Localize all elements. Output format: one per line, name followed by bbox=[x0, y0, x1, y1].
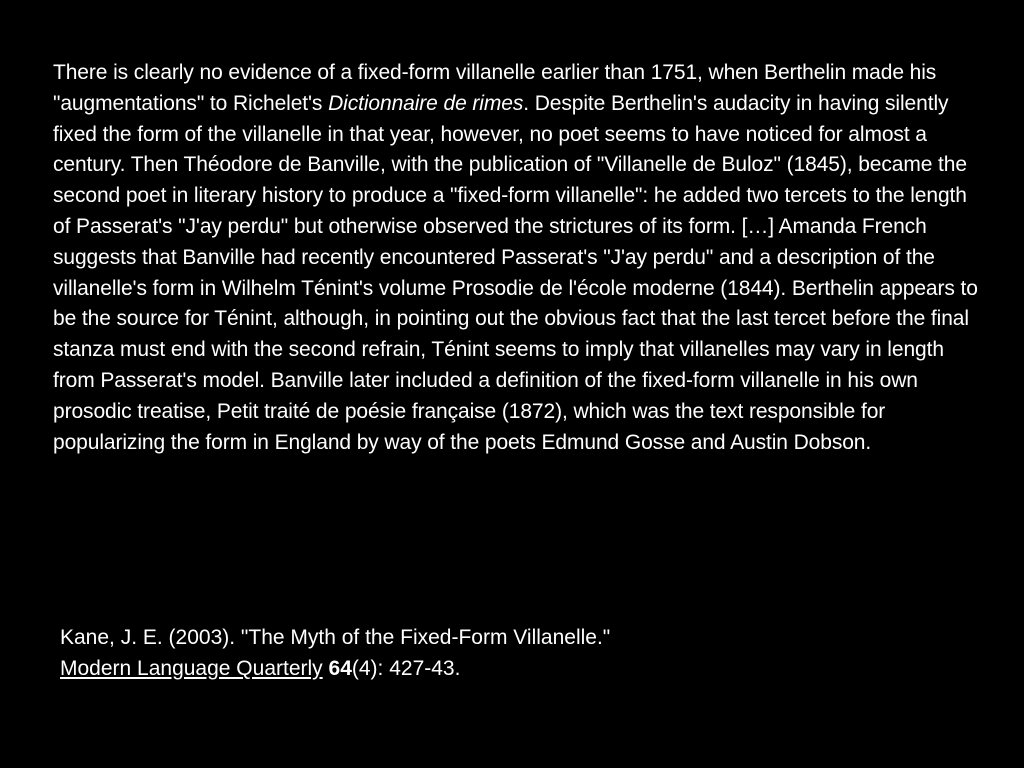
citation-journal: Modern Language Quarterly bbox=[60, 657, 323, 680]
citation-line1: Kane, J. E. (2003). "The Myth of the Fixed-Form Villanelle." bbox=[60, 626, 611, 649]
quote-text-part1: There is clearly no evidence of a fixed-form villanelle earlier than 1751, when Berthelin made his "augmentations" to Richelet's bbox=[53, 61, 937, 115]
citation bbox=[60, 622, 960, 684]
quote-text-part2: . Despite Berthelin's audacity in having silently fixed the form of the villanelle in that year, however, no poet seems to have noticed for almost a century. Then Théodore de Banville, with the publication of "Villanelle de Buloz" (1845), became the second poet in literary history to produce a "fixed-form villanelle": he added two tercets to the length of Passerat's "J'ay perdu" but otherwise observed the strictures of its form. […] Amanda French suggests that Banville had recently encountered Passerat's "J'ay perdu" and a description of the villanelle's form in Wilhelm Ténint's volume Prosodie de l'école moderne (1844). Berthelin appears to be the source for Ténint, although, in pointing out the obvious fact that the last tercet before the final stanza must end with the second refrain, Ténint seems to imply that villanelles may vary in length from Passerat's model. Banville later included a definition of the fixed-form villanelle in his own prosodic treatise, Petit traité de poésie française (1872), which was the text responsible for popularizing the form in England by way of the poets Edmund Gosse and Austin Dobson. bbox=[53, 91, 978, 454]
citation-pages: (4): 427-43. bbox=[351, 657, 461, 680]
quote-paragraph bbox=[53, 58, 983, 458]
quote-italic-title: Dictionnaire de rimes bbox=[328, 91, 524, 115]
citation-volume: 64 bbox=[328, 657, 352, 680]
